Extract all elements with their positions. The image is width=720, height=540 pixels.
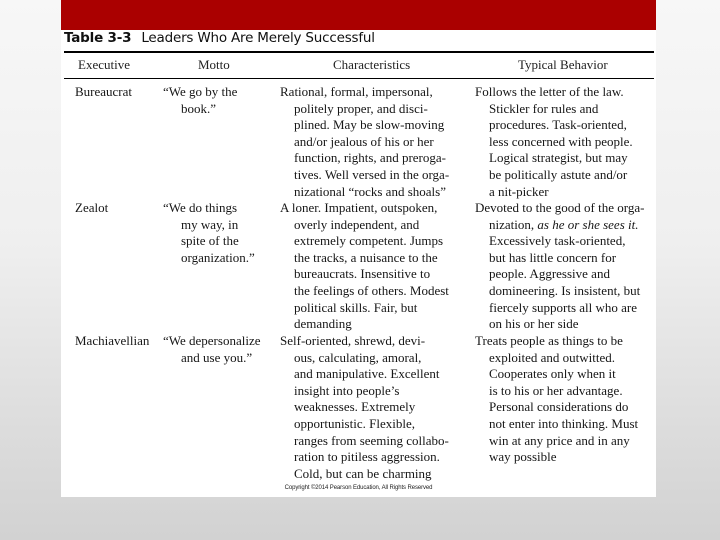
behavior-line: Follows the letter of the law. — [475, 84, 624, 99]
table-row-bureaucrat-motto — [163, 84, 237, 117]
behavior-line: but has little concern for — [489, 249, 617, 265]
table-row-bureaucrat-behavior — [475, 84, 633, 200]
characteristics-line: plined. May be slow-moving — [294, 117, 445, 133]
behavior-line: Personal considerations do — [489, 399, 629, 415]
copyright-notice: Copyright ©2014 Pearson Education, All Rights Reserved — [284, 485, 433, 491]
header-motto: Motto — [198, 57, 230, 72]
behavior-line: Treats people as things to be — [475, 333, 623, 348]
title-bar — [61, 0, 656, 30]
table-number: Table 3-3 — [64, 30, 132, 46]
characteristics-line: tives. Well versed in the orga- — [294, 166, 450, 182]
header-executive: Executive — [78, 57, 130, 72]
table-row-zealot-executive — [75, 200, 108, 217]
executive-name: Bureaucrat — [75, 84, 133, 99]
behavior-line: procedures. Task-oriented, — [489, 117, 627, 133]
behavior-line: Excessively task-oriented, — [489, 233, 626, 249]
table-row-zealot-characteristics — [280, 200, 449, 333]
table-row-machiavellian-characteristics — [280, 333, 449, 482]
motto-line: “We go by the — [163, 84, 238, 99]
characteristics-line: A loner. Impatient, outspoken, — [280, 200, 438, 215]
behavior-line: Cooperates only when it — [489, 366, 616, 382]
table-top-rule — [64, 51, 654, 53]
characteristics-line: the tracks, a nuisance to the — [294, 249, 438, 265]
behavior-line: fiercely supports all who are — [489, 299, 638, 315]
behavior-line: a nit-picker — [489, 183, 549, 199]
characteristics-line: political skills. Fair, but — [294, 299, 418, 315]
table-row-machiavellian-behavior — [475, 333, 638, 466]
motto-line: “We depersonalize — [163, 333, 261, 348]
table-row-machiavellian-motto — [163, 333, 260, 366]
behavior-line — [475, 217, 644, 234]
table-row-zealot-motto — [163, 200, 255, 266]
behavior-line: exploited and outwitted. — [489, 349, 616, 365]
characteristics-line: Self-oriented, shrewd, devi- — [280, 333, 426, 348]
motto-line: “We do things — [163, 200, 238, 215]
motto-line: and use you.” — [181, 349, 253, 365]
characteristics-line: nizational “rocks and shoals” — [294, 183, 446, 199]
characteristics-line: ous, calculating, amoral, — [294, 349, 422, 365]
characteristics-line: opportunistic. Flexible, — [294, 415, 415, 431]
characteristics-line: Cold, but can be charming — [294, 465, 432, 481]
behavior-line: people. Aggressive and — [489, 266, 610, 282]
characteristics-line: extremely competent. Jumps — [294, 233, 444, 249]
executive-name: Machiavellian — [75, 333, 150, 348]
header-characteristics: Characteristics — [333, 57, 411, 72]
behavior-line: win at any price and in any — [489, 432, 630, 448]
table-header-rule — [64, 78, 654, 79]
characteristics-line: insight into people’s — [294, 382, 400, 398]
table-row-machiavellian-executive — [75, 333, 149, 350]
characteristics-line: bureaucrats. Insensitive to — [294, 266, 431, 282]
characteristics-line: Rational, formal, impersonal, — [280, 84, 433, 99]
behavior-line-text: nization, — [489, 216, 538, 232]
behavior-line: Logical strategist, but may — [489, 150, 628, 166]
characteristics-line: overly independent, and — [294, 216, 420, 232]
behavior-line: way possible — [489, 449, 557, 465]
behavior-line: Devoted to the good of the orga- — [475, 200, 645, 215]
table-row-bureaucrat-characteristics — [280, 84, 449, 200]
behavior-emphasis: as he or she sees it. — [537, 216, 639, 232]
behavior-line: be politically astute and/or — [489, 166, 628, 182]
motto-line: my way, in — [181, 216, 239, 232]
table-row-zealot-behavior — [475, 200, 644, 333]
table-caption — [64, 30, 375, 46]
characteristics-line: ranges from seeming collabo- — [294, 432, 449, 448]
motto-line: book.” — [181, 100, 217, 116]
behavior-line: Stickler for rules and — [489, 100, 599, 116]
behavior-line: not enter into thinking. Must — [489, 415, 639, 431]
table-row-bureaucrat-executive — [75, 84, 132, 101]
behavior-line: less concerned with people. — [489, 133, 633, 149]
characteristics-line: demanding — [294, 316, 352, 332]
behavior-line: domineering. Is insistent, but — [489, 282, 641, 298]
executive-name: Zealot — [75, 200, 109, 215]
motto-line: organization.” — [181, 249, 255, 265]
motto-line: spite of the — [181, 233, 239, 249]
characteristics-line: the feelings of others. Modest — [294, 282, 449, 298]
characteristics-line: function, rights, and preroga- — [294, 150, 446, 166]
header-typical-behavior: Typical Behavior — [518, 57, 608, 72]
characteristics-line: and/or jealous of his or her — [294, 133, 434, 149]
characteristics-line: weaknesses. Extremely — [294, 399, 416, 415]
slide-panel — [61, 0, 656, 497]
characteristics-line: and manipulative. Excellent — [294, 366, 440, 382]
characteristics-line: politely proper, and disci- — [294, 100, 428, 116]
characteristics-line: ration to pitiless aggression. — [294, 449, 440, 465]
behavior-line: on his or her side — [489, 316, 579, 332]
behavior-line: is to his or her advantage. — [489, 382, 623, 398]
table-title: Leaders Who Are Merely Successful — [141, 30, 375, 46]
